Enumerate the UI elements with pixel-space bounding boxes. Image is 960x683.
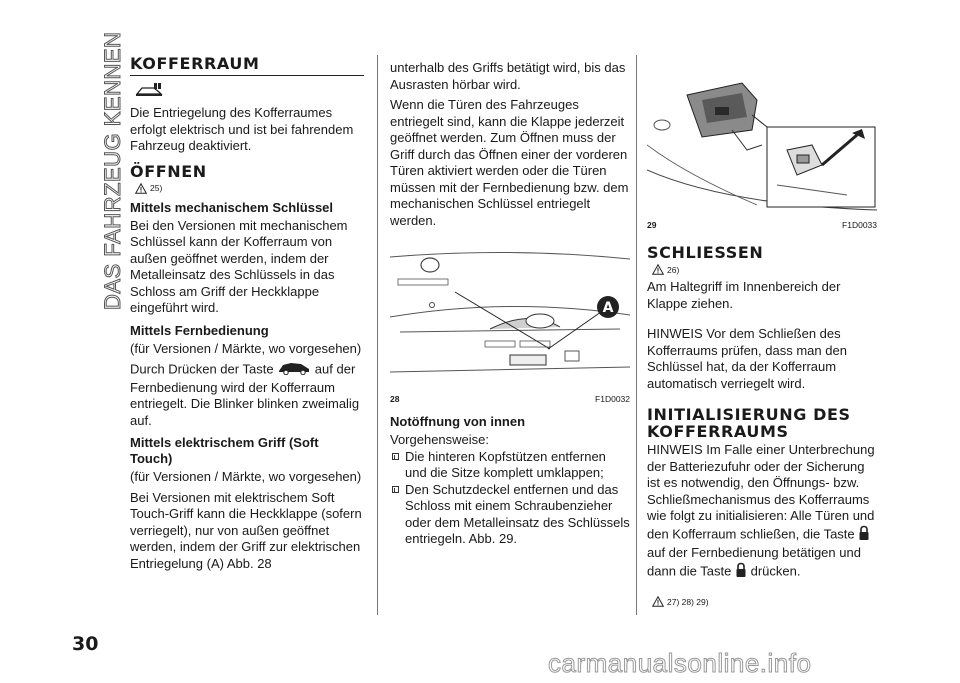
warning-reference	[652, 596, 877, 607]
car-trunk-icon	[277, 361, 311, 380]
warning-icon	[135, 183, 147, 194]
init-text	[647, 442, 877, 582]
warning-ref-numbers: 27) 28) 29)	[667, 596, 709, 607]
column-2	[390, 58, 630, 548]
continued-text: unterhalb des Griffs betätigt wird, bis das Ausrasten hörbar wird.	[390, 60, 626, 92]
figure-29	[647, 55, 877, 230]
figure-code: F1D0032	[595, 394, 630, 404]
side-chapter-title	[66, 31, 125, 310]
warning-icon	[652, 264, 664, 275]
figure-28-callout-a: A	[602, 300, 614, 316]
remote-text-part-a: Durch Drücken der Taste	[130, 361, 274, 377]
subheading-mechanical-key: Mittels mechanischem Schlüssel	[130, 199, 334, 215]
section-title-schliessen: SCHLIESSEN	[647, 243, 764, 262]
subheading-soft-touch: Mittels elektrischem Griff (Soft Touch)	[130, 435, 319, 466]
watermark: carmanualsonline.info	[548, 648, 812, 678]
subheading-emergency-opening: Notöffnung von innen	[390, 414, 526, 429]
figure-28	[390, 237, 630, 404]
warning-reference	[652, 264, 877, 275]
column-3	[647, 55, 877, 611]
list-item	[390, 449, 630, 482]
subheading-remote: Mittels Fernbedienung	[130, 322, 269, 338]
figure-29-illustration	[647, 55, 877, 213]
doors-text: Wenn die Türen des Fahrzeuges entriegelt sind, kann die Klappe jederzeit geöffnet werden. Zum Öffnen muss der Griff durch das Öffnen einer der vorderen Türen aktiviert werden oder die Türen müssen mit der Fernbedienung bzw. dem mechanischen Schlüssel entriegelt werden.	[390, 97, 629, 228]
warning-ref-number: 25)	[150, 183, 163, 193]
figure-28-illustration	[390, 237, 630, 387]
column-1	[130, 55, 364, 572]
init-text-part-a: HINWEIS Im Falle einer Unterbrechung der Batteriezufuhr oder der Sicherung ist es notwendig, den Öffnungs- bzw. Schließmechanismus des Kofferraums wie folgt zu initialisieren: Alle Türen und den Kofferraum schließen, die Taste	[647, 442, 875, 542]
init-text-part-c: drücken.	[750, 563, 801, 579]
column-divider	[636, 55, 637, 615]
procedure-label: Vorgehensweise:	[390, 432, 490, 447]
close-text: Am Haltegriff im Innenbereich der Klappe ziehen.	[647, 279, 841, 311]
list-item	[390, 482, 630, 548]
section-title-line-1: INITIALISIERUNG DES	[647, 405, 851, 424]
side-chapter-title-text: DAS FAHRZEUG KENNEN	[100, 31, 125, 310]
remote-text	[130, 361, 364, 429]
remote-versions-note: (für Versionen / Märkte, wo vorgesehen)	[130, 340, 362, 356]
list-item-text: Den Schutzdeckel entfernen und das Schloss mit einem Schraubenzieher oder dem Metalleinsatz des Schlüssels entriegeln. Abb. 29.	[405, 481, 630, 546]
section-title-initialisierung	[647, 406, 877, 440]
soft-touch-text: Bei Versionen mit elektrischem Soft Touch-Griff kann die Heckklappe (sofern verriegelt), nur von außen geöffnet werden, indem der Griff zur elektrischen Entriegelung (A) Abb. 28	[130, 489, 362, 571]
section-title-line-2: KOFFERRAUMS	[647, 422, 789, 441]
warning-icon	[652, 596, 664, 607]
figure-code: F1D0033	[842, 220, 877, 230]
section-title-oeffnen: ÖFFNEN	[130, 161, 207, 181]
trunk-unlock-icon	[134, 82, 364, 103]
close-note: HINWEIS Vor dem Schließen des Kofferraums prüfen, dass man den Schlüssel hat, da der Kofferraum automatisch verriegelt wird.	[647, 326, 847, 391]
page-number: 30	[72, 633, 99, 655]
figure-number: 29	[647, 220, 657, 230]
figure-29-caption	[647, 220, 877, 230]
bullet-icon	[392, 486, 399, 493]
init-text-part-b: auf der Fernbedienung betätigen und dann die Taste	[647, 545, 861, 579]
figure-number: 28	[390, 394, 400, 404]
warning-ref-number: 26)	[667, 264, 680, 275]
bullet-icon	[392, 453, 399, 460]
remote-text-part-b: auf der Fernbedienung wird der Kofferraum entriegelt. Die Blinker blinken zweimalig auf.	[130, 361, 360, 428]
figure-28-caption	[390, 394, 630, 404]
column-divider	[377, 55, 378, 615]
padlock-icon	[735, 562, 747, 583]
soft-touch-versions-note: (für Versionen / Märkte, wo vorgesehen)	[130, 469, 362, 484]
mechanical-key-text: Bei den Versionen mit mechanischem Schlüssel kann der Kofferraum von außen geöffnet werden, indem der Metalleinsatz des Schlüssels in das Schloss am Griff der Heckklappe eingeführt wird.	[130, 217, 348, 315]
list-item-text: Die hinteren Kopfstützen entfernen und die Sitze komplett umklappen;	[405, 448, 606, 480]
section-title-kofferraum: KOFFERRAUM	[130, 55, 364, 76]
intro-text: Die Entriegelung des Kofferraumes erfolgt elektrisch und ist bei fahrendem Fahrzeug deaktiviert.	[130, 105, 354, 153]
warning-reference	[135, 183, 364, 194]
padlock-icon	[858, 525, 870, 546]
